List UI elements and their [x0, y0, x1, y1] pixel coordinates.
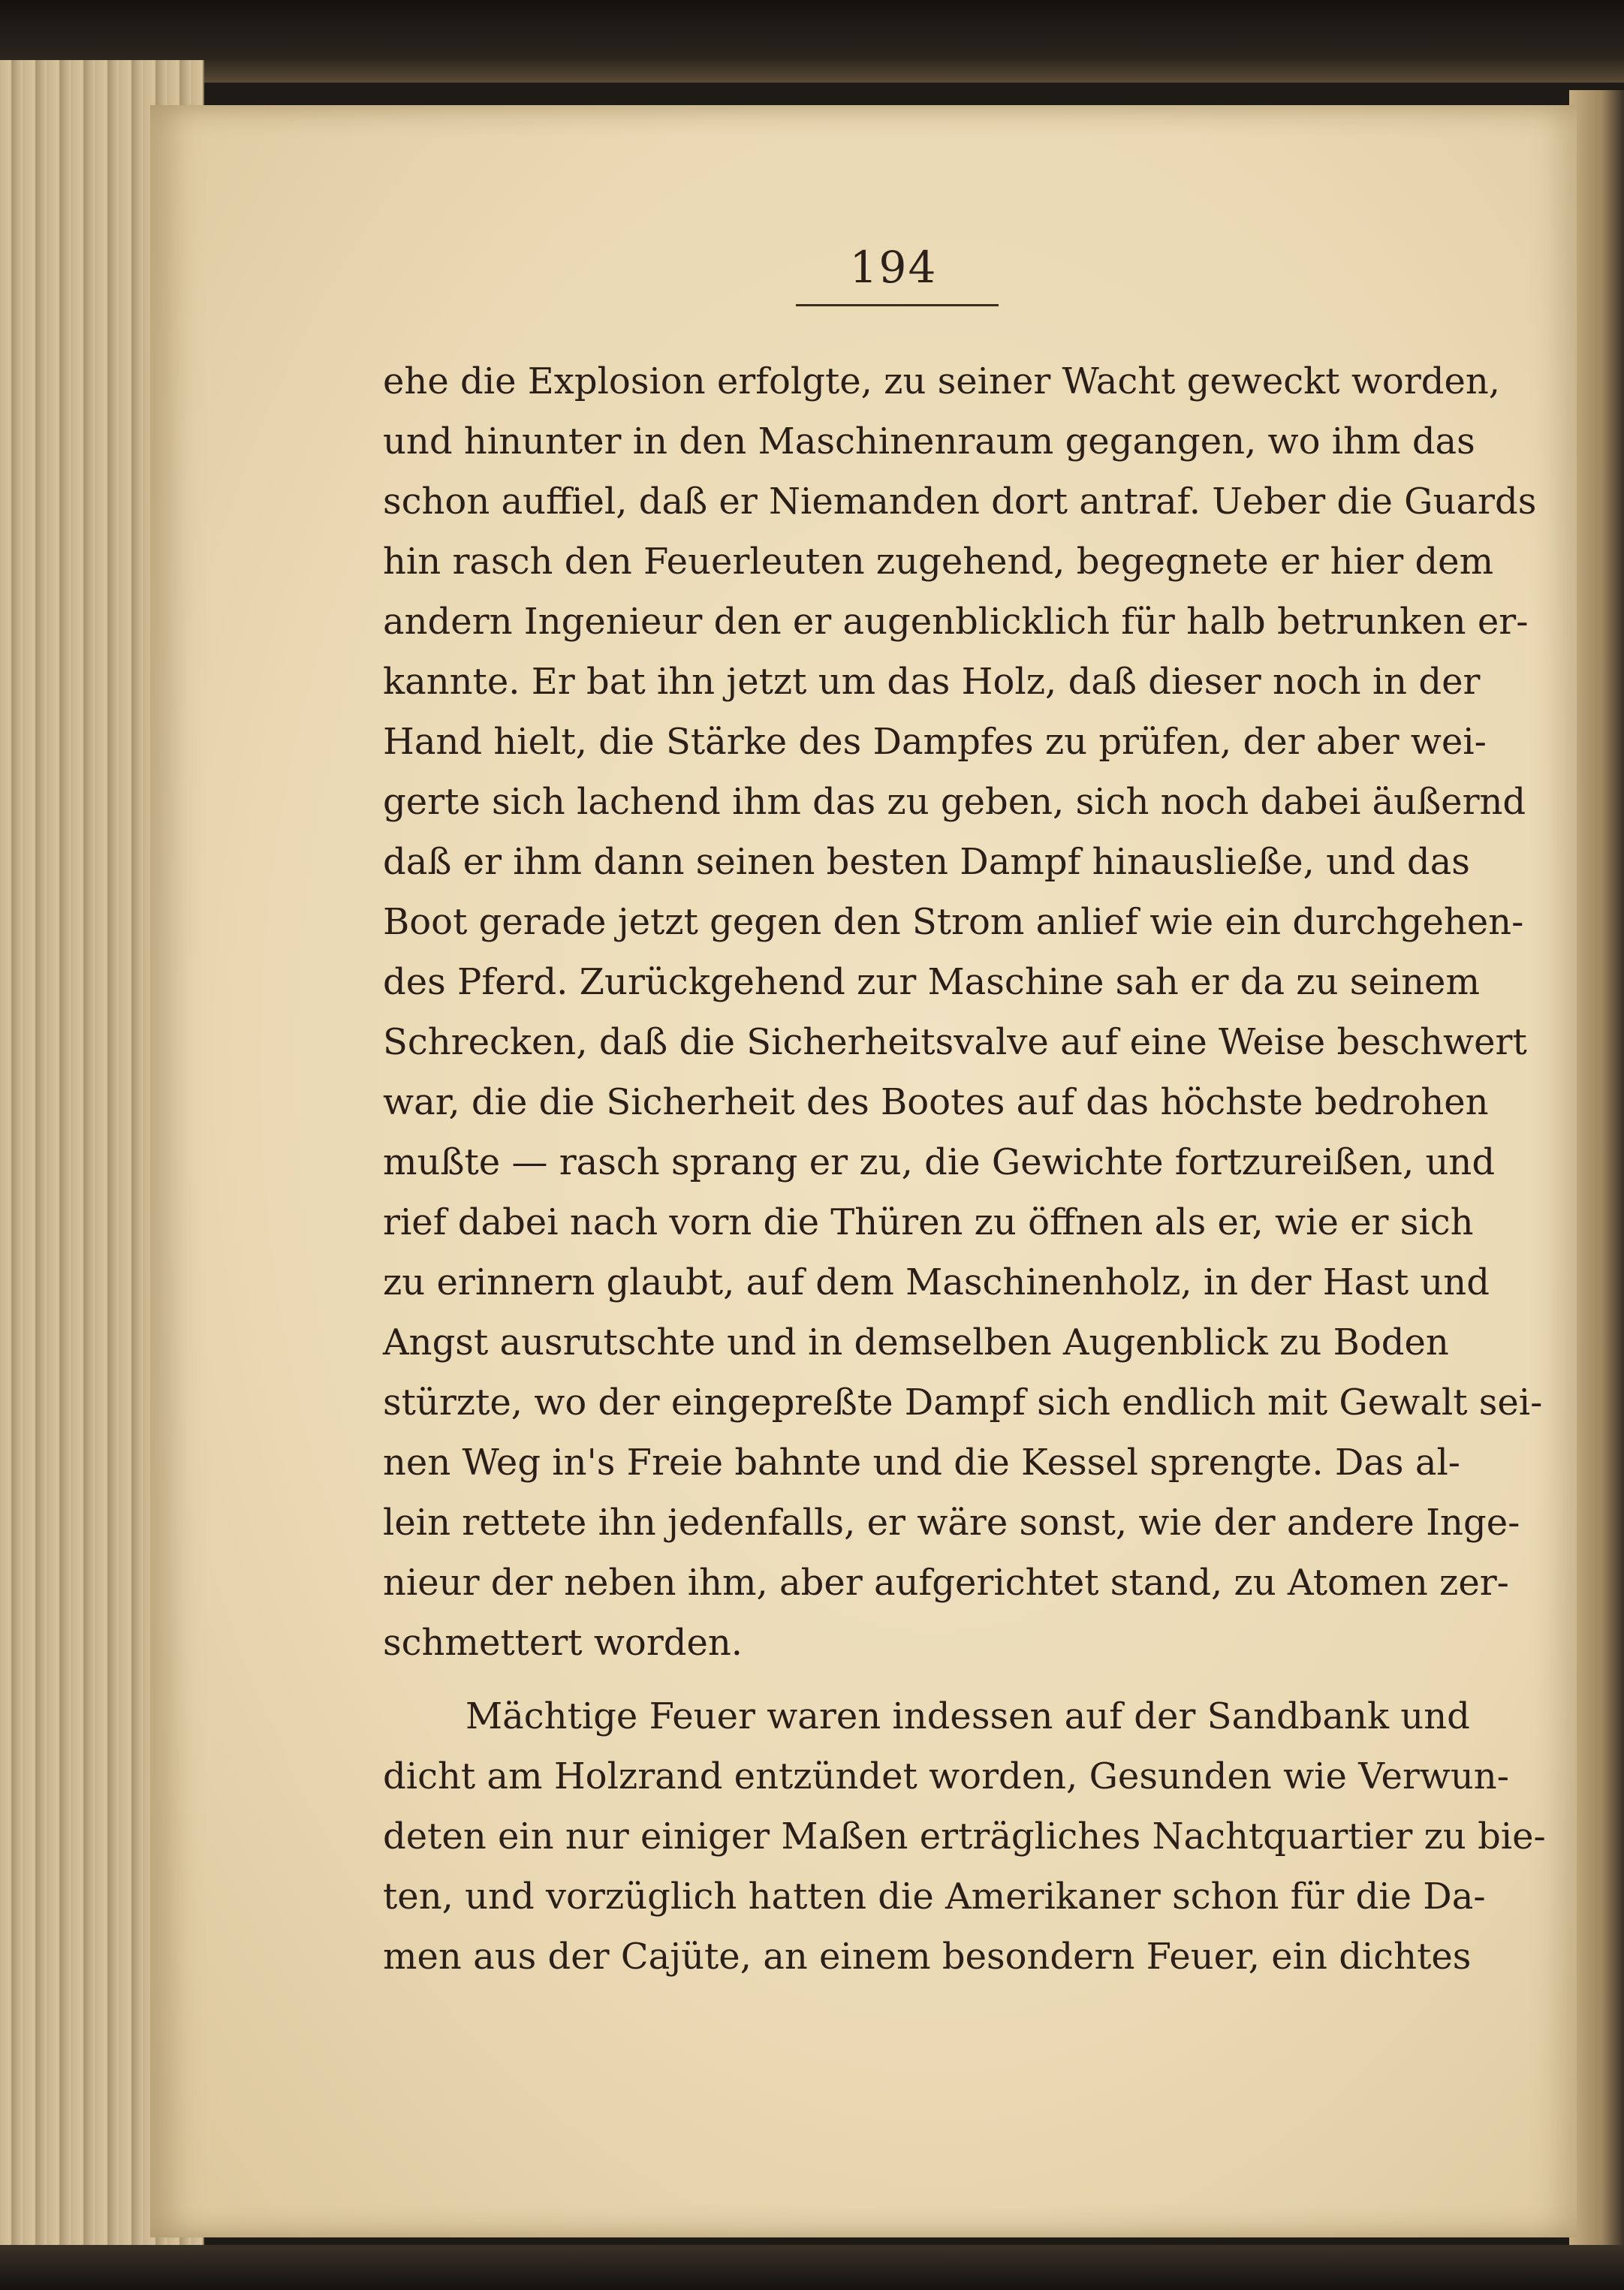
text-line: zu erinnern glaubt, auf dem Maschinenholz, in der Hast und [383, 1261, 1490, 1303]
text-line: nen Weg in's Freie bahnte und die Kessel sprengte. Das al- [383, 1442, 1461, 1484]
page-number: 194 [849, 242, 938, 293]
text-line: gerte sich lachend ihm das zu geben, sich noch dabei äußernd [383, 781, 1526, 823]
text-line: Mächtige Feuer waren indessen auf der Sandbank und [466, 1695, 1470, 1737]
text-line: Schrecken, daß die Sicherheitsvalve auf eine Weise beschwert [383, 1021, 1527, 1063]
book-gutter-edge [1569, 90, 1624, 2267]
text-line: andern Ingenieur den er augenblicklich für halb betrunken er- [383, 601, 1529, 643]
text-line: und hinunter in den Maschinenraum gegangen, wo ihm das [383, 420, 1475, 463]
body-text [383, 351, 1546, 1987]
text-line: war, die die Sicherheit des Bootes auf das höchste bedrohen [383, 1081, 1489, 1123]
text-line: hin rasch den Feuerleuten zugehend, begegnete er hier dem [383, 541, 1494, 583]
text-line: rief dabei nach vorn die Thüren zu öffnen als er, wie er sich [383, 1201, 1474, 1243]
text-line: Angst ausrutschte und in demselben Augenblick zu Boden [383, 1321, 1449, 1363]
text-line: ten, und vorzüglich hatten die Amerikaner schon für die Da- [383, 1876, 1486, 1918]
text-line: dicht am Holzrand entzündet worden, Gesunden wie Verwun- [383, 1755, 1509, 1797]
text-line: ehe die Explosion erfolgte, zu seiner Wacht geweckt worden, [383, 360, 1501, 402]
header-rule [796, 304, 999, 306]
text-line: schmettert worden. [383, 1622, 743, 1664]
text-line: deten ein nur einiger Maßen erträgliches Nachtquartier zu bie- [383, 1815, 1546, 1858]
text-line: mußte — rasch sprang er zu, die Gewichte fortzureißen, und [383, 1141, 1496, 1183]
scan-top-edge [0, 0, 1624, 83]
text-line: nieur der neben ihm, aber aufgerichtet stand, zu Atomen zer- [383, 1562, 1509, 1604]
text-line: lein rettete ihn jedenfalls, er wäre sonst, wie der andere Inge- [383, 1502, 1520, 1544]
text-line: kannte. Er bat ihn jetzt um das Holz, daß dieser noch in der [383, 661, 1481, 703]
text-line: Hand hielt, die Stärke des Dampfes zu prüfen, der aber wei- [383, 721, 1487, 763]
text-line: daß er ihm dann seinen besten Dampf hinausließe, und das [383, 841, 1470, 883]
paragraph-break [383, 1673, 1427, 1686]
text-line: des Pferd. Zurückgehend zur Maschine sah er da zu seinem [383, 961, 1480, 1003]
text-line: Boot gerade jetzt gegen den Strom anlief wie ein durchgehen- [383, 901, 1524, 943]
text-line: stürzte, wo der eingepreßte Dampf sich endlich mit Gewalt sei- [383, 1382, 1543, 1424]
text-line: men aus der Cajüte, an einem besondern Feuer, ein dichtes [383, 1936, 1472, 1978]
scan-bottom-edge [0, 2245, 1624, 2290]
text-line: schon auffiel, daß er Niemanden dort antraf. Ueber die Guards [383, 481, 1537, 523]
